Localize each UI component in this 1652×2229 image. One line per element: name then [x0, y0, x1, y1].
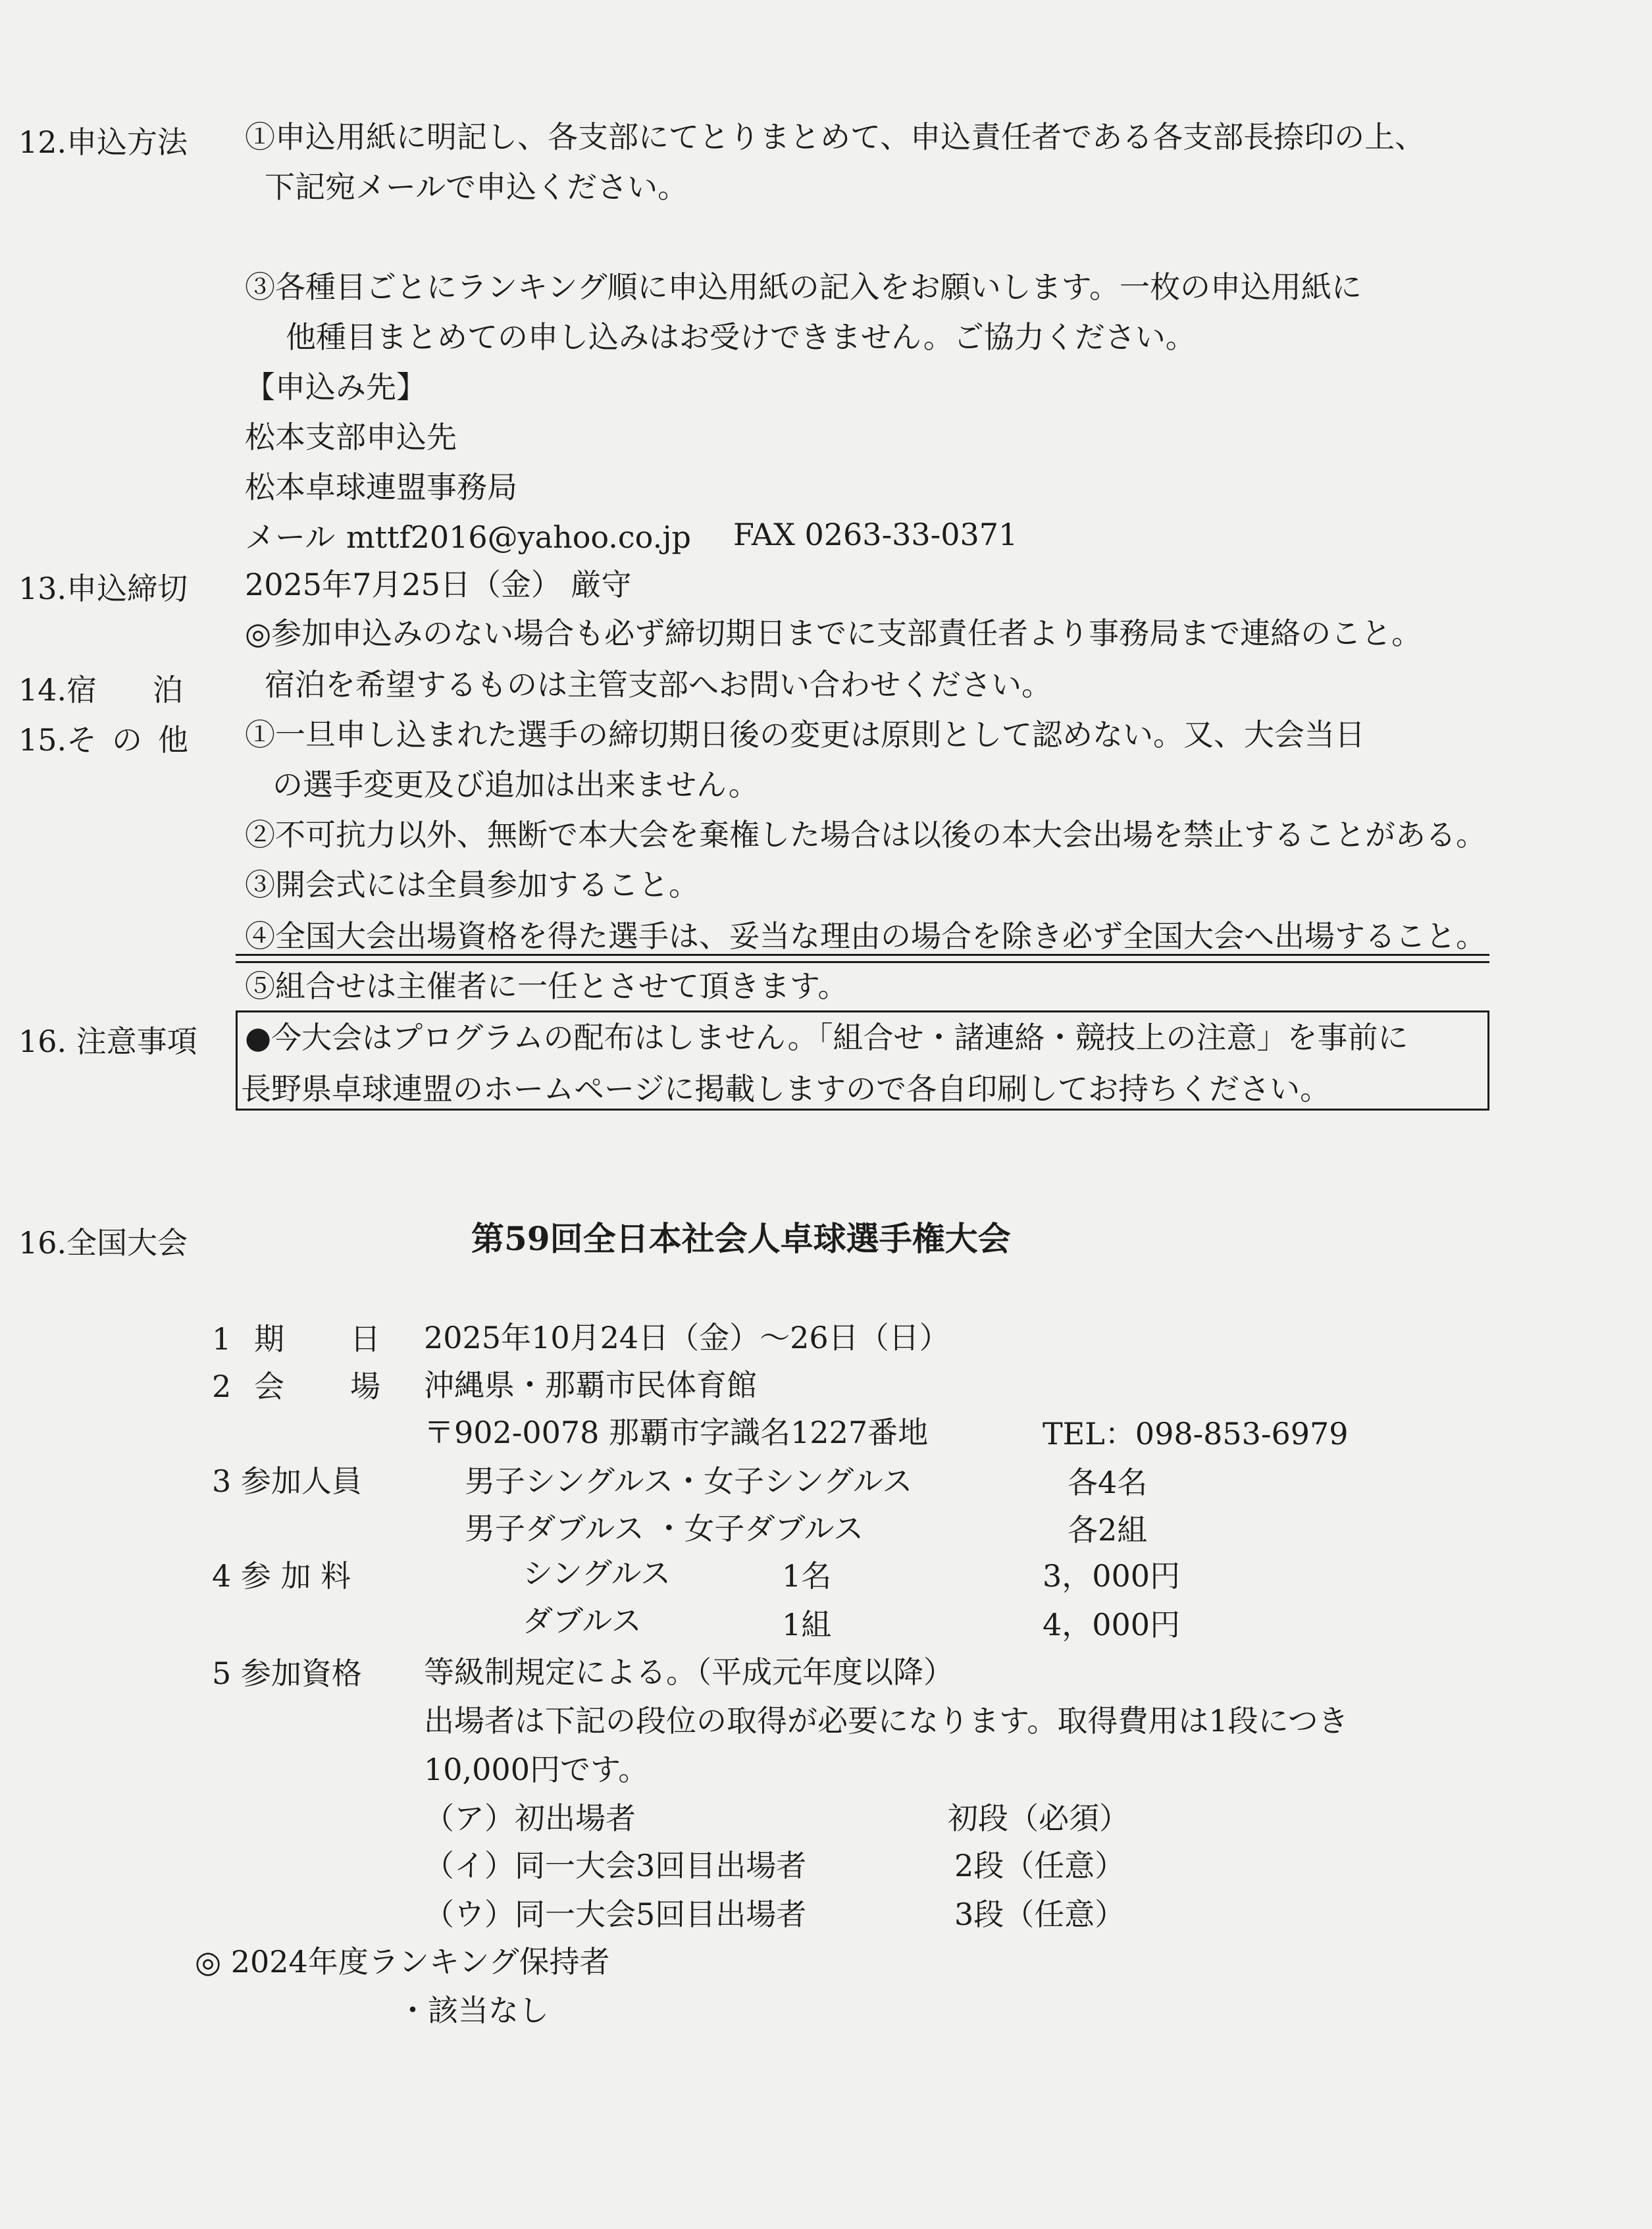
double-underline: [236, 954, 1489, 963]
fee-doubles-label: ダブルス: [523, 1603, 642, 1639]
row4-label: 4 参 加 料: [212, 1558, 351, 1594]
ranking-holders: ◎ 2024年度ランキング保持者: [195, 1944, 610, 1980]
qualification-c: （ウ）同一大会5回目出場者: [424, 1897, 807, 1932]
sec16-national-label: 16.全国大会: [18, 1225, 188, 1261]
sec15-label-a: 15.そ: [18, 722, 97, 758]
fee-singles-amount: 3，000円: [1043, 1558, 1181, 1594]
ranking-none: ・該当なし: [398, 1993, 549, 2028]
fee-singles-unit: 1名: [782, 1558, 832, 1594]
deadline-date: 2025年7月25日（金） 厳守: [245, 567, 632, 602]
qualification-a-rank: 初段（必須）: [948, 1800, 1129, 1836]
event-dates: 2025年10月24日（金）～26日（日）: [424, 1320, 950, 1355]
row1-label-b: 日: [350, 1321, 380, 1357]
sec15-item4: ④全国大会出場資格を得た選手は、妥当な理由の場合を除き必ず全国大会へ出場すること。: [245, 918, 1486, 954]
row1-number: 1: [212, 1321, 232, 1357]
eligibility-line2: 出場者は下記の段位の取得が必要になります。取得費用は1段につき: [424, 1703, 1349, 1739]
sec15-item1b: の選手変更及び追加は出来ません。: [272, 767, 759, 802]
notice-line1: ●今大会はプログラムの配布はしません。「組合せ・諸連絡・競技上の注意」を事前に: [245, 1020, 1408, 1055]
office-name: 松本卓球連盟事務局: [245, 469, 517, 505]
tournament-title: 第59回全日本社会人卓球選手権大会: [471, 1219, 1011, 1258]
eligibility-line1: 等級制規定による。（平成元年度以降）: [424, 1654, 954, 1690]
sec14-label-a: 14.宿: [18, 672, 97, 708]
row3-label: 3 参加人員: [212, 1463, 362, 1499]
eligibility-line3: 10,000円です。: [424, 1752, 649, 1787]
row5-label: 5 参加資格: [212, 1656, 362, 1691]
notice-line2: 長野県卓球連盟のホームページに掲載しますので各自印刷してお持ちください。: [241, 1071, 1331, 1107]
venue-address: 〒902-0078 那覇市字識名1227番地: [424, 1415, 929, 1450]
qualification-c-rank: 3段（任意）: [954, 1897, 1125, 1932]
sec15-item3: ③開会式には全員参加すること。: [245, 867, 699, 903]
sec15-label-b: の: [112, 722, 142, 758]
deadline-note: ◎参加申込みのない場合も必ず締切期日までに支部責任者より事務局まで連絡のこと。: [245, 616, 1422, 651]
mail-label: メール: [245, 519, 336, 555]
singles-count: 各4名: [1068, 1465, 1148, 1500]
sec16-notice-label: 16. 注意事項: [18, 1024, 197, 1059]
sec12-line3: ③各種目ごとにランキング順に申込用紙の記入をお願いします。一枚の申込用紙に: [245, 269, 1362, 305]
sec13-label: 13.申込締切: [18, 571, 188, 606]
fee-doubles-amount: 4，000円: [1043, 1607, 1181, 1642]
singles-category: 男子シングルス・女子シングルス: [465, 1463, 913, 1499]
sec12-line4: 他種目まとめての申し込みはお受けできません。ご協力ください。: [286, 319, 1196, 355]
row2-label-a: 会: [254, 1369, 284, 1404]
sec15-item1a: ①一旦申し込まれた選手の締切期日後の変更は原則として認めない。又、大会当日: [245, 717, 1365, 752]
venue-tel: TEL：098-853-6979: [1043, 1416, 1349, 1452]
sec12-label: 12.申込方法: [18, 124, 188, 160]
lodging-text: 宿泊を希望するものは主管支部へお問い合わせください。: [265, 667, 1052, 702]
venue-name: 沖縄県・那覇市民体育館: [424, 1367, 757, 1403]
fax-number: FAX 0263-33-0371: [733, 517, 1018, 552]
row2-number: 2: [212, 1369, 232, 1404]
sec15-label-c: 他: [158, 722, 188, 758]
doubles-count: 各2組: [1068, 1512, 1148, 1548]
sec15-item2: ②不可抗力以外、無断で本大会を棄権した場合は以後の本大会出場を禁止することがある。: [245, 817, 1486, 852]
fee-singles-label: シングルス: [523, 1556, 671, 1591]
fee-doubles-unit: 1組: [782, 1607, 832, 1642]
row1-label-a: 期: [254, 1321, 284, 1357]
application-heading: 【申込み先】: [245, 369, 426, 405]
sec12-line1: ①申込用紙に明記し、各支部にてとりまとめて、申込責任者である各支部長捺印の上、: [245, 119, 1426, 155]
row2-label-b: 場: [350, 1369, 380, 1404]
application-destination: 松本支部申込先: [245, 419, 457, 455]
sec14-label-b: 泊: [153, 672, 183, 708]
sec15-item5: ⑤組合せは主催者に一任とさせて頂きます。: [245, 968, 848, 1004]
qualification-b: （イ）同一大会3回目出場者: [424, 1848, 807, 1883]
mail-address: mttf2016@yahoo.co.jp: [346, 519, 691, 555]
sec12-line2: 下記宛メールで申込ください。: [265, 169, 688, 205]
qualification-b-rank: 2段（任意）: [954, 1848, 1125, 1883]
qualification-a: （ア）初出場者: [424, 1800, 636, 1836]
doubles-category: 男子ダブルス ・女子ダブルス: [465, 1511, 864, 1546]
